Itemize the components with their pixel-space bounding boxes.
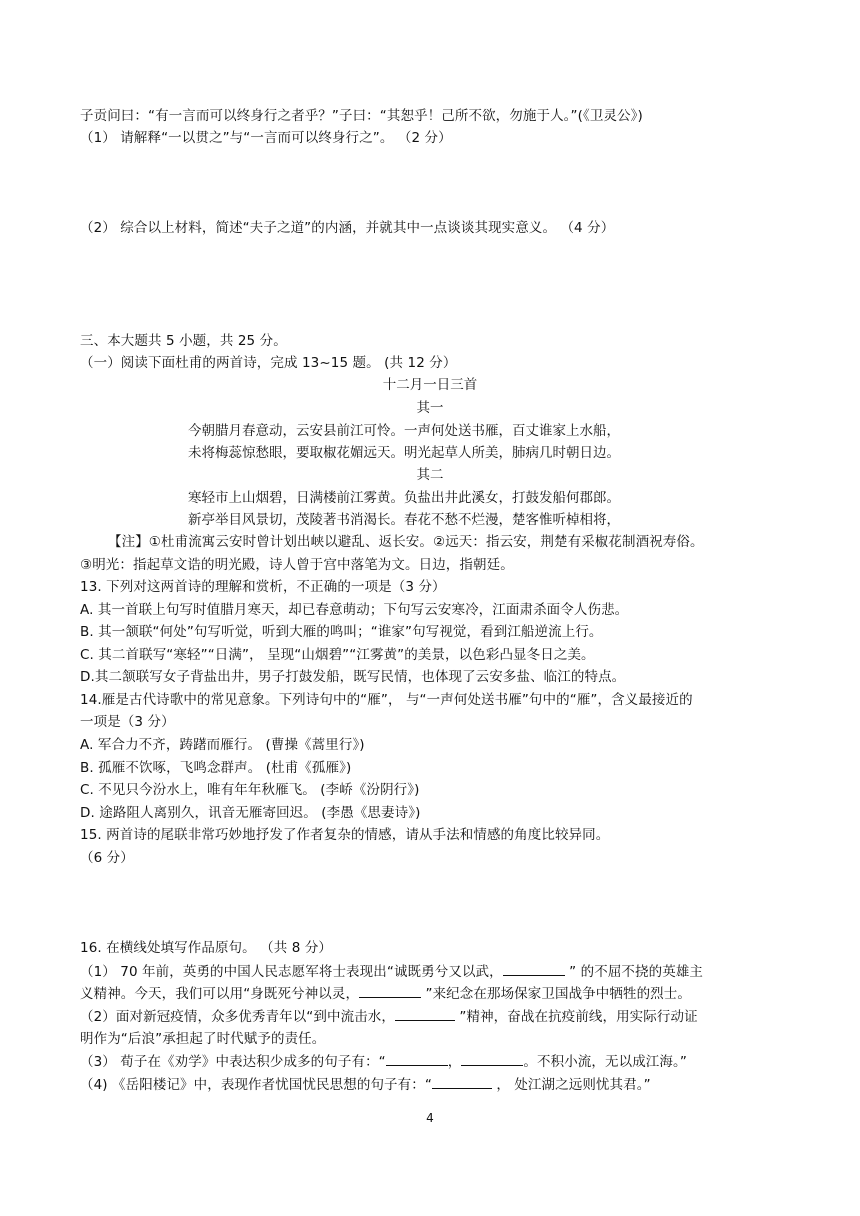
q16-3-text-a: （3） 荀子在《劝学》中表达积少成多的句子有：“ <box>80 1054 386 1070</box>
q16-1-text-a: （1） 70 年前，英勇的中国人民志愿军将士表现出“诚既勇兮又以武， <box>80 964 503 980</box>
question-13-option-a: A. 其一首联上句写时值腊月寒天，却已春意萌动；下句写云安寒冷，江面肃杀面令人伤悲。 <box>80 602 629 618</box>
question-14-option-c: C. 不见只今汾水上，唯有年年秋雁飞。 (李峤《汾阴行》) <box>80 782 420 798</box>
question-16-item-2-line1 <box>80 1006 698 1027</box>
subsection-1-header: （一）阅读下面杜甫的两首诗，完成 13~15 题。 (共 12 分） <box>80 355 457 371</box>
poem-note-1: 【注】①杜甫流寓云安时曾计划出峡以避乱、返长安。②远天：指云安，荆楚有采椒花制酒祝寿俗。 <box>108 534 704 550</box>
answer-blank-2[interactable] <box>359 983 421 998</box>
answer-blank-1[interactable] <box>503 961 565 976</box>
q16-2-text-b: ”精神，奋战在抗疫前线，用实际行动证 <box>454 1009 698 1025</box>
poem-part2-title: 其二 <box>416 467 444 483</box>
question-16-item-3 <box>80 1051 687 1072</box>
answer-blank-4[interactable] <box>386 1051 448 1066</box>
page-number: 4 <box>426 1111 434 1125</box>
question-12-2: （2） 综合以上材料，简述“夫子之道”的内涵，并就其中一点谈谈其现实意义。 （4 分） <box>80 220 615 236</box>
poem-part2-line2: 新亭举目风景切，茂陵著书消渴长。春花不愁不烂漫，楚客惟听棹相将， <box>188 512 620 528</box>
question-15-score: （6 分） <box>80 850 134 866</box>
question-12-1: （1） 请解释“一以贯之”与“一言而可以终身行之”。 （2 分） <box>80 130 452 146</box>
q16-3-text-b: ， <box>447 1054 462 1070</box>
poem-note-2: ③明光：指起草文诰的明光殿，诗人曾于宫中落笔为文。日边，指朝廷。 <box>80 557 514 573</box>
poem-part2-line1: 寒轻市上山烟碧，日满楼前江雾黄。负盐出井此溪女，打鼓发船何郡郎。 <box>188 490 620 506</box>
answer-blank-6[interactable] <box>432 1074 492 1089</box>
q16-1-text-d: ”来纪念在那场保家卫国战争中牺牲的烈士。 <box>421 986 691 1002</box>
question-14-stem-line2: 一项是（3 分） <box>80 714 175 730</box>
question-13-option-c: C. 其二首联写“寒轻”“日满”， 呈现“山烟碧”“江雾黄”的美景，以色彩凸显冬日之美。 <box>80 647 595 663</box>
question-13-stem: 13. 下列对这两首诗的理解和赏析，不正确的一项是（3 分） <box>80 579 446 595</box>
question-13-option-d: D.其二颔联写女子背盐出井，男子打鼓发船，既写民情，也体现了云安多盐、临江的特点。 <box>80 669 626 685</box>
question-16-item-1-line2 <box>80 983 691 1004</box>
poem-part1-line1: 今朝腊月春意动，云安县前江可怜。一声何处送书雁，百丈谁家上水船， <box>188 423 620 439</box>
question-13-option-b: B. 其一颔联“何处”句写听觉，听到大雁的鸣叫；“谁家”句写视觉，看到江船逆流上行。 <box>80 624 603 640</box>
question-15-stem: 15. 两首诗的尾联非常巧妙地抒发了作者复杂的情感，请从手法和情感的角度比较异同。 <box>80 827 610 843</box>
question-14-option-b: B. 孤雁不饮啄，飞鸣念群声。 (杜甫《孤雁》) <box>80 760 352 776</box>
poem-part1-title: 其一 <box>416 400 444 416</box>
q16-4-text-a: （4) 《岳阳楼记》中，表现作者忧国忧民思想的句子有：“ <box>80 1077 432 1093</box>
question-14-stem-line1: 14.雁是古代诗歌中的常见意象。下列诗句中的“雁”， 与“一声何处送书雁”句中的“雁”，含义最接近的 <box>80 692 693 708</box>
question-16-stem: 16. 在横线处填写作品原句。 （共 8 分） <box>80 940 333 956</box>
answer-blank-5[interactable] <box>461 1051 523 1066</box>
question-16-item-4 <box>80 1074 651 1095</box>
poem-title: 十二月一日三首 <box>382 377 478 393</box>
intro-quote: 子贡问曰：“有一言而可以终身行之者乎？”子曰：“其恕乎！己所不欲，勿施于人。”(《卫灵公》) <box>80 108 643 124</box>
question-14-option-a: A. 军合力不齐，踌躇而雁行。 (曹操《蒿里行》) <box>80 737 365 753</box>
question-16-item-2-line2: 明作为“后浪”承担起了时代赋予的责任。 <box>80 1031 326 1047</box>
answer-blank-3[interactable] <box>395 1006 455 1021</box>
q16-1-text-b: ” 的不屈不挠的英雄主 <box>564 964 704 980</box>
q16-1-text-c: 义精神。今天，我们可以用“身既死兮神以灵， <box>80 986 360 1002</box>
q16-3-text-c: 。不积小流，无以成江海。” <box>523 1054 687 1070</box>
question-14-option-d: D. 途路阻人离别久，讯音无雁寄回迟。 (李愚《思妻诗》) <box>80 805 421 821</box>
question-16-item-1-line1 <box>80 961 703 982</box>
q16-4-text-b: ， 处江湖之远则忧其君。” <box>491 1077 651 1093</box>
poem-part1-line2: 未将梅蕊惊愁眼，要取椒花媚远天。明光起草人所美，肺病几时朝日边。 <box>188 445 620 461</box>
section-3-header: 三、本大题共 5 小题，共 25 分。 <box>80 333 287 349</box>
q16-2-text-a: （2）面对新冠疫情，众多优秀青年以“到中流击水， <box>80 1009 395 1025</box>
